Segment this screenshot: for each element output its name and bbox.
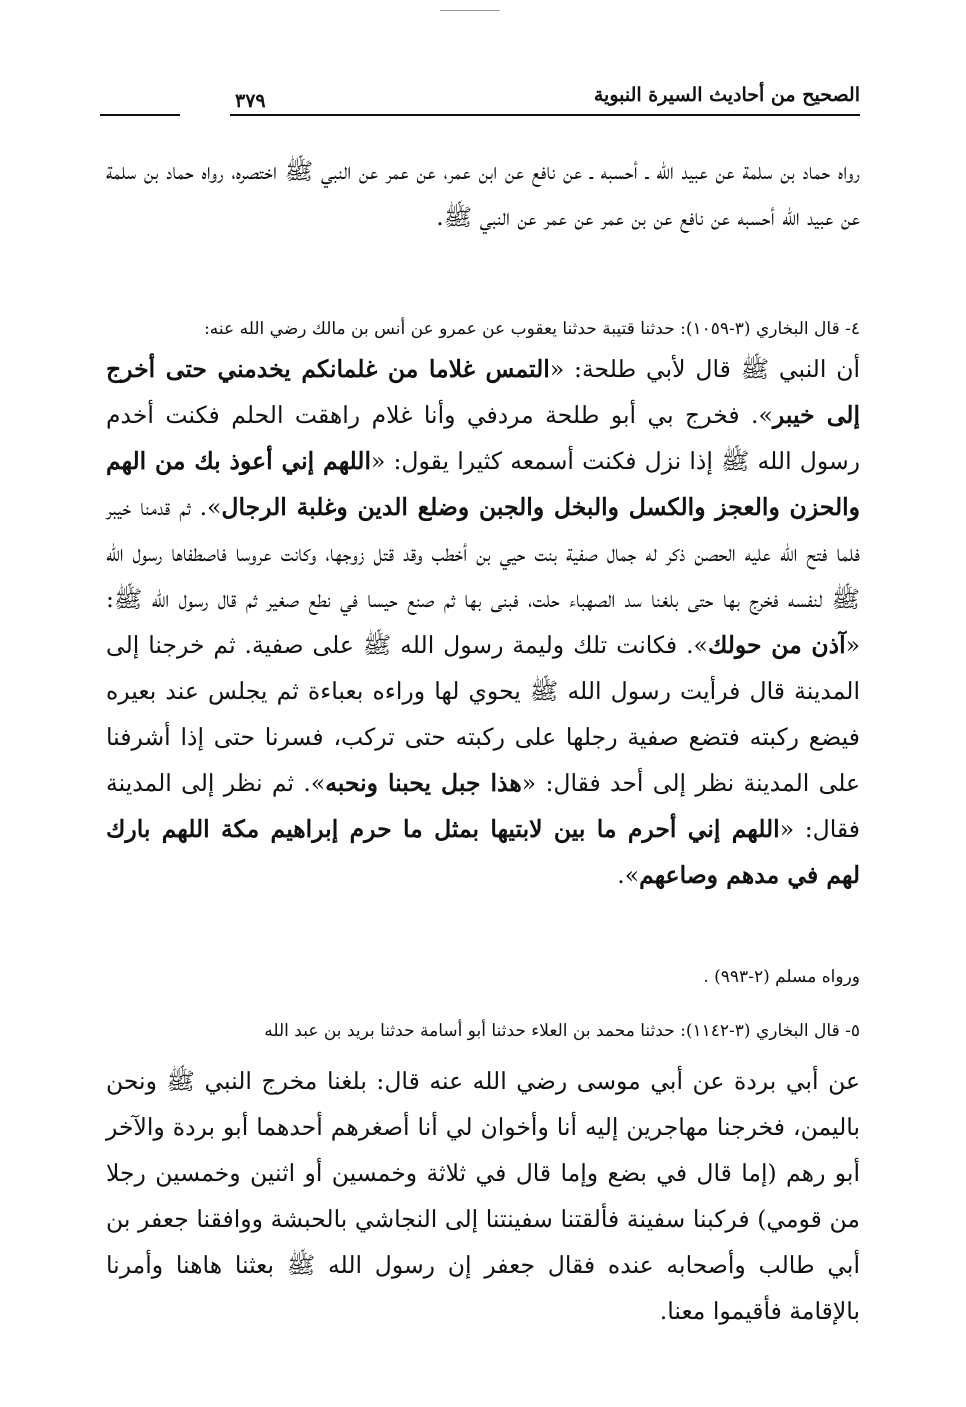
hadith-4-text [106, 346, 860, 898]
hadith-4-text-part: ». فكانت تلك وليمة رسول الله ﷺ على صفية. ثم خرجنا إلى المدينة قال فرأيت رسول الله ﷺ يحوي لها وراءه بعباءة ثم يجلس عند بعيره فيضع ركبته فتضع صفية رجلها على ركبته حتى تركب، فسرنا حتى إذا أشرفنا على المدينة نظر إلى أحد فقال: « [106, 631, 860, 797]
hadith-4-text-part: ». ثم نظر إلى المدينة فقال: « [106, 769, 860, 843]
header-rule [230, 114, 860, 116]
hadith-5-heading: ٥- قال البخاري (٣-١١٤٢): حدثنا محمد بن العلاء حدثنا أبو أسامة حدثنا بريد بن عبد الله [264, 1021, 860, 1041]
running-header [100, 70, 860, 116]
hadith-4-heading: ٤- قال البخاري (٣-١٠٥٩): حدثنا قتيبة حدثنا يعقوب عن عمرو عن أنس بن مالك رضي الله عنه: [204, 319, 860, 339]
page-number: ٣٧٩ [235, 90, 266, 112]
prophetic-quote: هذا جبل يحبنا ونحبه [325, 769, 522, 797]
prophetic-quote: اللهم إني أعوذ بك من الهم والحزن والعجز والكسل والبخل والجبن وضلع الدين وغلبة الرجال [106, 447, 860, 521]
hadith-4-text-part: ». ثم قدمنا خيبر فلما فتح الله عليه الحصن ذكر له جمال صفية بنت حيي بن أخطب وقد قتل زوجها، وكانت عروسا فاصطفاها رسول الله ﷺ لنفسه فخرج بها حتى بلغنا سد الصهباء حلت، فبنى بها ثم صنع حيسا في نطع صغير ثم قال رسول الله ﷺ: « [106, 493, 860, 659]
prophetic-quote: آذن من حولك [707, 631, 846, 659]
hadith-4-text-part: أن النبي ﷺ قال لأبي طلحة: « [549, 355, 860, 383]
hadith-4-text-part: ». [617, 861, 640, 889]
book-title: الصحيح من أحاديث السيرة النبوية [593, 84, 860, 106]
hadith-5-text: عن أبي بردة عن أبي موسى رضي الله عنه قال: بلغنا مخرج النبي ﷺ ونحن باليمن، فخرجنا مهاجرين إليه أنا وأخوان لي أنا أصغرهم أحدهما أبو بردة والآخر أبو رهم (إما قال في بضع وإما قال في ثلاثة وخمسين أو اثنين وخمسين رجلا من قومي) فركبنا سفينة فألقتنا سفينتنا إلى النجاشي بالحبشة ووافقنا جعفر بن أبي طالب وأصحابه عنده فقال جعفر إن رسول الله ﷺ بعثنا هاهنا وأمرنا بالإقامة فأقيموا معنا. [106, 1067, 860, 1325]
hadith-4-reference: ورواه مسلم (٢-٩٩٣) . [703, 967, 860, 987]
hadith-4-text-part: ». فخرج بي أبو طلحة مردفي وأنا غلام راهقت الحلم فكنت أخدم رسول الله ﷺ إذا نزل فكنت أسمعه كثيرا يقول: « [106, 401, 860, 475]
header-rule-short [100, 114, 180, 116]
top-edge-rule [440, 10, 500, 11]
prophetic-quote: اللهم إني أحرم ما بين لابتيها بمثل ما حرم إبراهيم مكة اللهم بارك لهم في مدهم وصاعهم [106, 815, 860, 889]
prophetic-quote: التمس غلاما من غلمانكم يخدمني حتى أخرج إلى خيبر [106, 355, 860, 429]
intro-paragraph: رواه حماد بن سلمة عن عبيد الله ـ أحسبه ـ عن نافع عن ابن عمر، عن عمر عن النبي ﷺ اختصره، رواه حماد بن سلمة عن عبيد الله أحسبه عن نافع عن بن عمر عن عمر عن النبي ﷺ. [106, 157, 860, 231]
